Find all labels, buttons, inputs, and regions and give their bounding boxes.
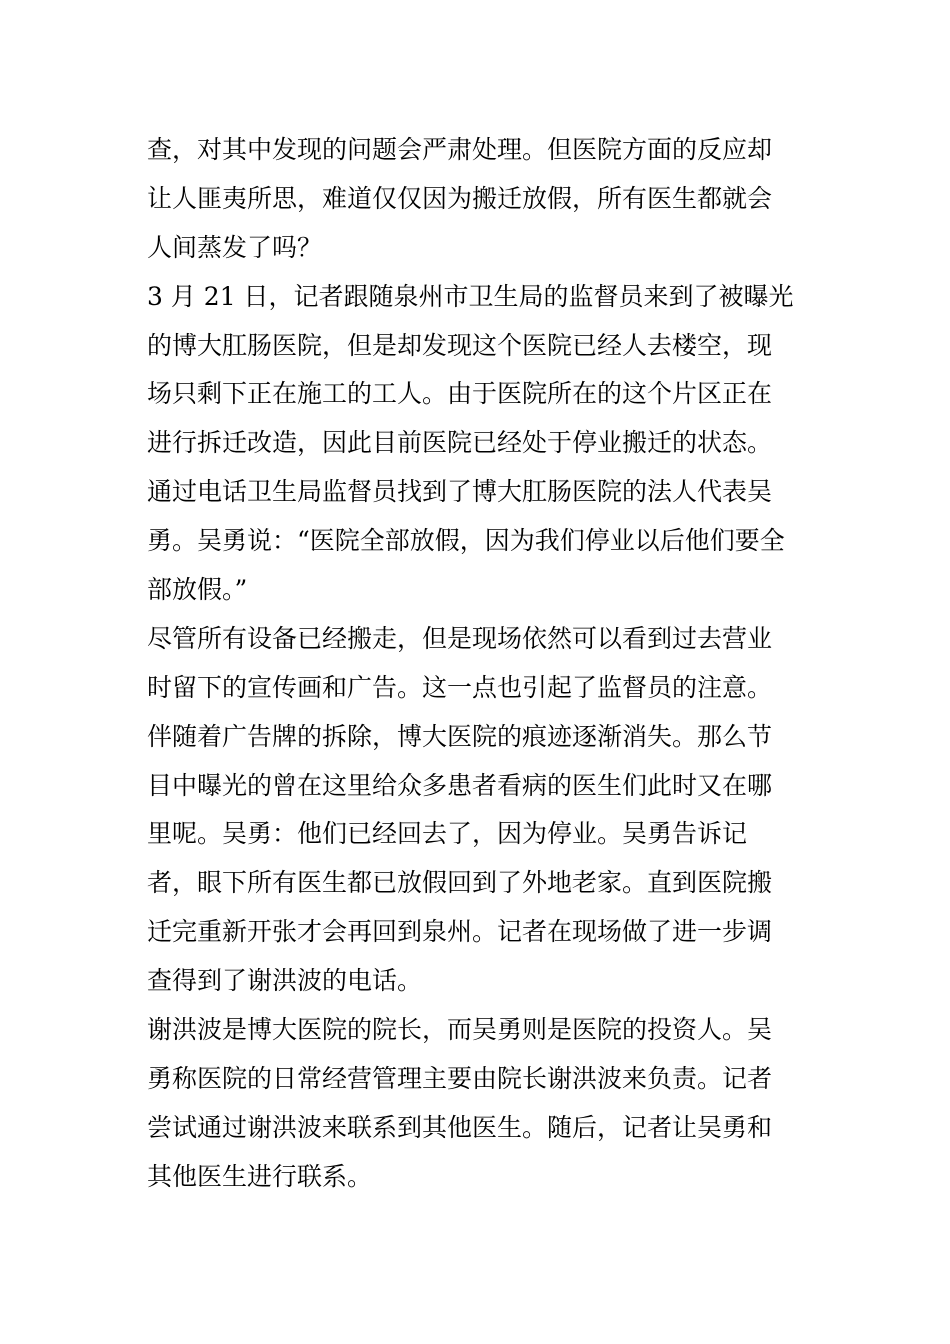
text-line: 部放假。”: [147, 575, 248, 605]
text-line: 里呢。吴勇：他们已经回去了，因为停业。吴勇告诉记: [147, 819, 748, 849]
text-line: 通过电话卫生局监督员找到了博大肛肠医院的法人代表吴: [147, 477, 773, 507]
text-line: 进行拆迁改造，因此目前医院已经处于停业搬迁的状态。: [147, 428, 773, 458]
text-line: 谢洪波是博大医院的院长，而吴勇则是医院的投资人。吴: [147, 1015, 773, 1045]
text-line: 目中曝光的曾在这里给众多患者看病的医生们此时又在哪: [147, 770, 773, 800]
text-line: 尝试通过谢洪波来联系到其他医生。随后，记者让吴勇和: [147, 1112, 773, 1142]
text-line: 勇。吴勇说：“医院全部放假，因为我们停业以后他们要全: [147, 526, 785, 556]
text-line: 场只剩下正在施工的工人。由于医院所在的这个片区正在: [147, 379, 773, 409]
text-line: 让人匪夷所思，难道仅仅因为搬迁放假，所有医生都就会: [147, 183, 773, 213]
text-line: 勇称医院的日常经营管理主要由院长谢洪波来负责。记者: [147, 1063, 773, 1093]
text-line: 时留下的宣传画和广告。这一点也引起了监督员的注意。: [147, 672, 773, 702]
text-line: 尽管所有设备已经搬走，但是现场依然可以看到过去营业: [147, 623, 773, 653]
text-line: 3 月 21 日，记者跟随泉州市卫生局的监督员来到了被曝光: [147, 281, 794, 311]
text-line: 其他医生进行联系。: [147, 1161, 373, 1191]
text-line: 者，眼下所有医生都已放假回到了外地老家。直到医院搬: [147, 868, 773, 898]
text-line: 查得到了谢洪波的电话。: [147, 966, 423, 996]
text-line: 伴随着广告牌的拆除，博大医院的痕迹逐渐消失。那么节: [147, 721, 773, 751]
text-line: 的博大肛肠医院，但是却发现这个医院已经人去楼空，现: [147, 330, 773, 360]
article-body: [147, 126, 807, 1202]
text-line: 人间蒸发了吗？: [147, 232, 323, 262]
text-line: 查，对其中发现的问题会严肃处理。但医院方面的反应却: [147, 135, 773, 164]
text-line: 迁完重新开张才会再回到泉州。记者在现场做了进一步调: [147, 917, 773, 947]
